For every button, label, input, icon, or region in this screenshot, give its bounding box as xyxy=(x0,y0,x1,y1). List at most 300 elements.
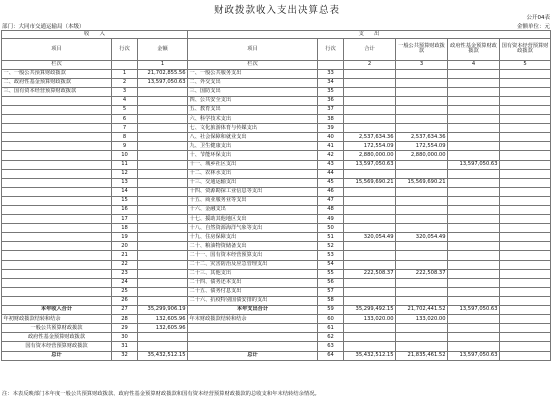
income-amount-cell xyxy=(138,160,188,169)
income-item-cell: 年初财政拨款结转和结余 xyxy=(2,315,112,324)
gov-fund-amount-cell xyxy=(448,124,500,133)
table-row xyxy=(2,115,551,124)
gov-fund-amount-cell xyxy=(448,342,500,351)
general-budget-amount-cell xyxy=(396,105,448,114)
income-line-cell: 14 xyxy=(112,187,138,196)
total-amount-cell xyxy=(344,69,396,78)
total-amount-cell xyxy=(344,278,396,287)
income-item-header: 项目 xyxy=(2,39,112,61)
state-capital-amount-cell xyxy=(500,215,551,224)
gov-fund-amount-cell xyxy=(448,269,500,278)
state-capital-amount-cell xyxy=(500,169,551,178)
income-line-cell: 6 xyxy=(112,115,138,124)
gov-fund-amount-cell xyxy=(448,133,500,142)
income-line-cell: 21 xyxy=(112,251,138,260)
general-budget-amount-cell: 21,835,461.52 xyxy=(396,351,448,360)
income-line-cell: 15 xyxy=(112,196,138,205)
expense-item-cell: 十七、援助其他地区支出 xyxy=(188,215,318,224)
general-budget-amount-cell: 172,554.09 xyxy=(396,142,448,151)
income-item-cell xyxy=(2,187,112,196)
summary-row xyxy=(2,315,551,324)
income-amount-cell xyxy=(138,187,188,196)
gov-fund-amount-cell xyxy=(448,296,500,305)
income-line-cell: 18 xyxy=(112,224,138,233)
income-item-cell: 国有资本经营预算财政拨款 xyxy=(2,342,112,351)
income-amount-cell xyxy=(138,296,188,305)
expense-line-cell: 64 xyxy=(318,351,344,360)
expense-item-cell: 二十一、国有资本经营预算支出 xyxy=(188,251,318,260)
expense-line-cell: 51 xyxy=(318,233,344,242)
total-amount-cell: 13,597,050.63 xyxy=(344,160,396,169)
expense-line-cell: 56 xyxy=(318,278,344,287)
state-capital-amount-cell xyxy=(500,69,551,78)
total-amount-cell xyxy=(344,78,396,87)
expense-line-cell: 48 xyxy=(318,206,344,215)
expense-line-cell: 59 xyxy=(318,306,344,315)
form-code: 公开04表 xyxy=(526,15,550,21)
income-item-cell: 一、一般公共预算财政拨款 xyxy=(2,69,112,78)
income-line-cell: 10 xyxy=(112,151,138,160)
state-capital-amount-cell xyxy=(500,260,551,269)
state-capital-amount-cell xyxy=(500,151,551,160)
expense-line-cell: 52 xyxy=(318,242,344,251)
state-capital-amount-cell xyxy=(500,242,551,251)
state-capital-amount-cell xyxy=(500,124,551,133)
income-amount-cell xyxy=(138,242,188,251)
income-line-cell: 16 xyxy=(112,206,138,215)
col-idx-1: 1 xyxy=(138,60,188,69)
expense-line-cell: 41 xyxy=(318,142,344,151)
expense-item-cell: 九、卫生健康支出 xyxy=(188,142,318,151)
total-amount-cell xyxy=(344,296,396,305)
general-budget-amount-cell xyxy=(396,69,448,78)
expense-item-cell: 二十、粮油物资储备支出 xyxy=(188,242,318,251)
state-capital-amount-cell xyxy=(500,105,551,114)
income-item-cell xyxy=(2,160,112,169)
income-item-cell: 二、政府性基金预算财政拨款 xyxy=(2,78,112,87)
expense-item-cell: 十三、交通运输支出 xyxy=(188,178,318,187)
total-amount-cell: 133,020.00 xyxy=(344,315,396,324)
expense-header: 支 出 xyxy=(188,31,551,39)
general-budget-amount-cell xyxy=(396,169,448,178)
income-line-cell: 30 xyxy=(112,333,138,342)
general-budget-amount-cell xyxy=(396,333,448,342)
income-item-cell xyxy=(2,178,112,187)
expense-line-cell: 47 xyxy=(318,196,344,205)
state-capital-amount-cell xyxy=(500,196,551,205)
state-capital-amount-cell xyxy=(500,342,551,351)
expense-line-blank xyxy=(318,60,344,69)
income-item-cell xyxy=(2,296,112,305)
income-amount-cell xyxy=(138,278,188,287)
expense-line-cell: 37 xyxy=(318,105,344,114)
general-budget-amount-cell xyxy=(396,287,448,296)
total-amount-cell xyxy=(344,287,396,296)
gov-fund-amount-cell: 13,597,050.63 xyxy=(448,351,500,360)
general-budget-amount-cell: 320,054.49 xyxy=(396,233,448,242)
general-budget-amount-cell xyxy=(396,251,448,260)
total-amount-cell xyxy=(344,324,396,333)
general-budget-amount-cell xyxy=(396,215,448,224)
expense-line-cell: 34 xyxy=(318,78,344,87)
income-amount-cell xyxy=(138,269,188,278)
income-line-cell: 19 xyxy=(112,233,138,242)
summary-row xyxy=(2,342,551,351)
income-line-cell: 17 xyxy=(112,215,138,224)
total-header: 合计 xyxy=(344,39,396,61)
gov-fund-header: 政府性基金预算财政拨款 xyxy=(448,39,500,61)
general-budget-amount-cell xyxy=(396,78,448,87)
income-item-cell xyxy=(2,115,112,124)
expense-line-cell: 33 xyxy=(318,69,344,78)
gov-fund-amount-cell xyxy=(448,87,500,96)
income-line-cell: 2 xyxy=(112,78,138,87)
expense-item-cell: 二、外交支出 xyxy=(188,78,318,87)
expense-line-cell: 44 xyxy=(318,169,344,178)
table-row xyxy=(2,169,551,178)
total-amount-cell xyxy=(344,87,396,96)
income-line-cell: 29 xyxy=(112,324,138,333)
income-item-cell xyxy=(2,133,112,142)
total-amount-cell xyxy=(344,224,396,233)
gov-fund-amount-cell xyxy=(448,287,500,296)
state-capital-amount-cell xyxy=(500,251,551,260)
expense-line-cell: 60 xyxy=(318,315,344,324)
income-line-cell: 20 xyxy=(112,242,138,251)
income-amount-cell xyxy=(138,224,188,233)
expense-item-cell: 四、公共安全支出 xyxy=(188,96,318,105)
total-amount-cell: 172,554.09 xyxy=(344,142,396,151)
income-line-cell: 26 xyxy=(112,296,138,305)
budget-table xyxy=(1,30,551,361)
income-line-cell: 28 xyxy=(112,315,138,324)
income-line-cell: 7 xyxy=(112,124,138,133)
income-item-cell xyxy=(2,142,112,151)
general-budget-amount-cell xyxy=(396,87,448,96)
col-idx-5: 5 xyxy=(500,60,551,69)
state-capital-amount-cell xyxy=(500,278,551,287)
income-item-cell: 一般公共预算财政拨款 xyxy=(2,324,112,333)
income-amount-cell xyxy=(138,287,188,296)
state-capital-amount-cell xyxy=(500,187,551,196)
income-line-blank xyxy=(112,60,138,69)
expense-item-cell: 十二、农林水支出 xyxy=(188,169,318,178)
general-budget-amount-cell xyxy=(396,124,448,133)
gov-fund-amount-cell xyxy=(448,324,500,333)
state-capital-amount-cell xyxy=(500,142,551,151)
expense-item-cell: 二十五、债务付息支出 xyxy=(188,287,318,296)
expense-line-cell: 40 xyxy=(318,133,344,142)
gov-fund-amount-cell xyxy=(448,115,500,124)
total-amount-cell: 15,569,690.21 xyxy=(344,178,396,187)
total-amount-cell xyxy=(344,196,396,205)
income-line-cell: 24 xyxy=(112,278,138,287)
table-row xyxy=(2,187,551,196)
table-row xyxy=(2,251,551,260)
total-amount-cell xyxy=(344,333,396,342)
income-line-cell: 11 xyxy=(112,160,138,169)
income-amount-header: 金额 xyxy=(138,39,188,61)
gov-fund-amount-cell xyxy=(448,96,500,105)
expense-line-cell: 62 xyxy=(318,333,344,342)
table-row xyxy=(2,224,551,233)
expense-item-cell: 十八、自然资源海洋气象等支出 xyxy=(188,224,318,233)
income-line-header: 行次 xyxy=(112,39,138,61)
expense-item-cell: 本年支出合计 xyxy=(188,306,318,315)
state-capital-amount-cell xyxy=(500,78,551,87)
income-item-cell xyxy=(2,96,112,105)
state-capital-amount-cell xyxy=(500,133,551,142)
income-col-label: 栏次 xyxy=(2,60,112,69)
income-amount-cell: 21,702,855.56 xyxy=(138,69,188,78)
expense-line-cell: 55 xyxy=(318,269,344,278)
table-row xyxy=(2,269,551,278)
expense-item-cell: 二十二、灾害防治及应急管理支出 xyxy=(188,260,318,269)
income-item-cell xyxy=(2,260,112,269)
income-amount-cell xyxy=(138,142,188,151)
expense-line-cell: 54 xyxy=(318,260,344,269)
expense-item-cell: 十一、城乡社区支出 xyxy=(188,160,318,169)
table-row xyxy=(2,160,551,169)
income-line-cell: 32 xyxy=(112,351,138,360)
table-row xyxy=(2,142,551,151)
expense-item-cell: 十六、金融支出 xyxy=(188,206,318,215)
expense-item-cell: 十九、住房保障支出 xyxy=(188,233,318,242)
income-item-cell xyxy=(2,206,112,215)
expense-item-cell xyxy=(188,324,318,333)
income-item-cell xyxy=(2,151,112,160)
gov-fund-amount-cell xyxy=(448,151,500,160)
expense-item-cell: 二十四、债务还本支出 xyxy=(188,278,318,287)
general-budget-amount-cell xyxy=(396,260,448,269)
state-capital-amount-cell xyxy=(500,333,551,342)
general-budget-amount-cell: 133,020.00 xyxy=(396,315,448,324)
general-budget-amount-cell xyxy=(396,278,448,287)
state-capital-header: 国有资本经营预算财政拨款 xyxy=(500,39,551,61)
income-amount-cell xyxy=(138,151,188,160)
income-item-cell: 三、国有资本经营预算财政拨款 xyxy=(2,87,112,96)
income-line-cell: 1 xyxy=(112,69,138,78)
table-row xyxy=(2,151,551,160)
general-budget-amount-cell xyxy=(396,296,448,305)
expense-item-cell: 七、文化旅游体育与传媒支出 xyxy=(188,124,318,133)
income-line-cell: 9 xyxy=(112,142,138,151)
general-budget-amount-cell xyxy=(396,96,448,105)
state-capital-amount-cell xyxy=(500,206,551,215)
expense-line-cell: 50 xyxy=(318,224,344,233)
table-row xyxy=(2,206,551,215)
total-amount-cell xyxy=(344,105,396,114)
income-line-cell: 5 xyxy=(112,105,138,114)
table-row xyxy=(2,287,551,296)
income-item-cell: 政府性基金预算财政拨款 xyxy=(2,333,112,342)
income-line-cell: 3 xyxy=(112,87,138,96)
gov-fund-amount-cell xyxy=(448,169,500,178)
col-idx-2: 2 xyxy=(344,60,396,69)
income-amount-cell: 35,432,512.15 xyxy=(138,351,188,360)
state-capital-amount-cell xyxy=(500,306,551,315)
gov-fund-amount-cell xyxy=(448,260,500,269)
footnote: 注：本表反映部门本年度一般公共预算财政拨款、政府性基金预算财政拨款和国有资本经营预算财政拨款的总收支和年末结转结余情况。 xyxy=(2,391,320,397)
state-capital-amount-cell xyxy=(500,296,551,305)
income-amount-cell xyxy=(138,124,188,133)
total-amount-cell xyxy=(344,115,396,124)
table-row xyxy=(2,69,551,78)
income-amount-cell xyxy=(138,251,188,260)
table-row xyxy=(2,196,551,205)
income-line-cell: 25 xyxy=(112,287,138,296)
col-idx-4: 4 xyxy=(448,60,500,69)
state-capital-amount-cell xyxy=(500,160,551,169)
income-amount-cell xyxy=(138,196,188,205)
summary-row xyxy=(2,324,551,333)
total-amount-cell xyxy=(344,242,396,251)
expense-item-cell: 十五、商业服务业等支出 xyxy=(188,196,318,205)
expense-item-cell: 八、社会保障和就业支出 xyxy=(188,133,318,142)
total-amount-cell xyxy=(344,251,396,260)
income-header: 收 入 xyxy=(2,31,188,39)
gov-fund-amount-cell xyxy=(448,178,500,187)
total-amount-cell xyxy=(344,342,396,351)
unit-label: 金额单位：元 xyxy=(516,24,550,30)
general-budget-amount-cell xyxy=(396,160,448,169)
income-amount-cell xyxy=(138,260,188,269)
income-amount-cell xyxy=(138,96,188,105)
expense-line-cell: 38 xyxy=(318,115,344,124)
expense-line-cell: 43 xyxy=(318,160,344,169)
expense-item-cell: 二十三、其他支出 xyxy=(188,269,318,278)
total-amount-cell xyxy=(344,124,396,133)
table-row xyxy=(2,78,551,87)
income-item-cell xyxy=(2,278,112,287)
table-row xyxy=(2,133,551,142)
expense-line-cell: 58 xyxy=(318,296,344,305)
income-line-cell: 4 xyxy=(112,96,138,105)
state-capital-amount-cell xyxy=(500,178,551,187)
income-amount-cell xyxy=(138,105,188,114)
general-budget-amount-cell xyxy=(396,242,448,251)
expense-item-cell xyxy=(188,333,318,342)
state-capital-amount-cell xyxy=(500,115,551,124)
income-item-cell xyxy=(2,215,112,224)
income-item-cell xyxy=(2,269,112,278)
income-item-cell xyxy=(2,233,112,242)
expense-line-cell: 36 xyxy=(318,96,344,105)
expense-item-cell: 年末财政拨款结转和结余 xyxy=(188,315,318,324)
table-row xyxy=(2,87,551,96)
total-amount-cell xyxy=(344,96,396,105)
income-item-cell xyxy=(2,169,112,178)
expense-line-cell: 57 xyxy=(318,287,344,296)
income-item-cell xyxy=(2,124,112,133)
total-amount-cell: 35,299,492.15 xyxy=(344,306,396,315)
general-budget-header: 一般公共预算财政拨款 xyxy=(396,39,448,61)
income-item-cell xyxy=(2,242,112,251)
income-line-cell: 13 xyxy=(112,178,138,187)
income-item-cell xyxy=(2,196,112,205)
general-budget-amount-cell: 222,508.37 xyxy=(396,269,448,278)
expense-line-cell: 46 xyxy=(318,187,344,196)
income-item-cell xyxy=(2,224,112,233)
expense-item-cell: 三、国防支出 xyxy=(188,87,318,96)
expense-item-cell: 六、科学技术支出 xyxy=(188,115,318,124)
expense-line-cell: 42 xyxy=(318,151,344,160)
income-item-cell xyxy=(2,287,112,296)
total-amount-cell: 35,432,512.15 xyxy=(344,351,396,360)
income-amount-cell xyxy=(138,87,188,96)
income-item-cell xyxy=(2,105,112,114)
state-capital-amount-cell xyxy=(500,224,551,233)
summary-row xyxy=(2,333,551,342)
state-capital-amount-cell xyxy=(500,324,551,333)
state-capital-amount-cell xyxy=(500,87,551,96)
table-row xyxy=(2,278,551,287)
gov-fund-amount-cell xyxy=(448,333,500,342)
income-amount-cell xyxy=(138,233,188,242)
income-line-cell: 31 xyxy=(112,342,138,351)
state-capital-amount-cell xyxy=(500,315,551,324)
total-amount-cell xyxy=(344,260,396,269)
income-item-cell xyxy=(2,251,112,260)
total-amount-cell: 320,054.49 xyxy=(344,233,396,242)
expense-line-cell: 35 xyxy=(318,87,344,96)
general-budget-amount-cell xyxy=(396,115,448,124)
table-row xyxy=(2,215,551,224)
expense-item-cell: 十、节能环保支出 xyxy=(188,151,318,160)
general-budget-amount-cell xyxy=(396,206,448,215)
total-amount-cell: 2,880,000.00 xyxy=(344,151,396,160)
income-line-cell: 22 xyxy=(112,260,138,269)
state-capital-amount-cell xyxy=(500,287,551,296)
table-row xyxy=(2,105,551,114)
income-amount-cell xyxy=(138,133,188,142)
expense-line-cell: 53 xyxy=(318,251,344,260)
income-amount-cell xyxy=(138,206,188,215)
income-item-cell: 本年收入合计 xyxy=(2,306,112,315)
income-amount-cell: 35,299,906.19 xyxy=(138,306,188,315)
table-row xyxy=(2,233,551,242)
state-capital-amount-cell xyxy=(500,96,551,105)
income-line-cell: 8 xyxy=(112,133,138,142)
expense-col-label: 栏次 xyxy=(188,60,318,69)
total-amount-cell xyxy=(344,187,396,196)
page-title: 财政拨款收入支出决算总表 xyxy=(213,5,340,16)
gov-fund-amount-cell: 13,597,050.63 xyxy=(448,160,500,169)
general-budget-amount-cell: 21,702,441.52 xyxy=(396,306,448,315)
gov-fund-amount-cell xyxy=(448,69,500,78)
income-amount-cell: 132,605.96 xyxy=(138,324,188,333)
income-amount-cell xyxy=(138,115,188,124)
gov-fund-amount-cell xyxy=(448,278,500,287)
expense-line-cell: 61 xyxy=(318,324,344,333)
expense-item-cell: 二十六、抗疫特别国债安排的支出 xyxy=(188,296,318,305)
income-amount-cell: 132,605.96 xyxy=(138,315,188,324)
table-row xyxy=(2,124,551,133)
state-capital-amount-cell xyxy=(500,269,551,278)
gov-fund-amount-cell xyxy=(448,105,500,114)
income-amount-cell xyxy=(138,215,188,224)
table-row xyxy=(2,260,551,269)
col-idx-3: 3 xyxy=(396,60,448,69)
general-budget-amount-cell xyxy=(396,187,448,196)
gov-fund-amount-cell xyxy=(448,78,500,87)
income-line-cell: 23 xyxy=(112,269,138,278)
income-amount-cell xyxy=(138,169,188,178)
expense-item-cell: 总计 xyxy=(188,351,318,360)
total-amount-cell: 2,537,634.36 xyxy=(344,133,396,142)
gov-fund-amount-cell xyxy=(448,224,500,233)
total-amount-cell xyxy=(344,206,396,215)
